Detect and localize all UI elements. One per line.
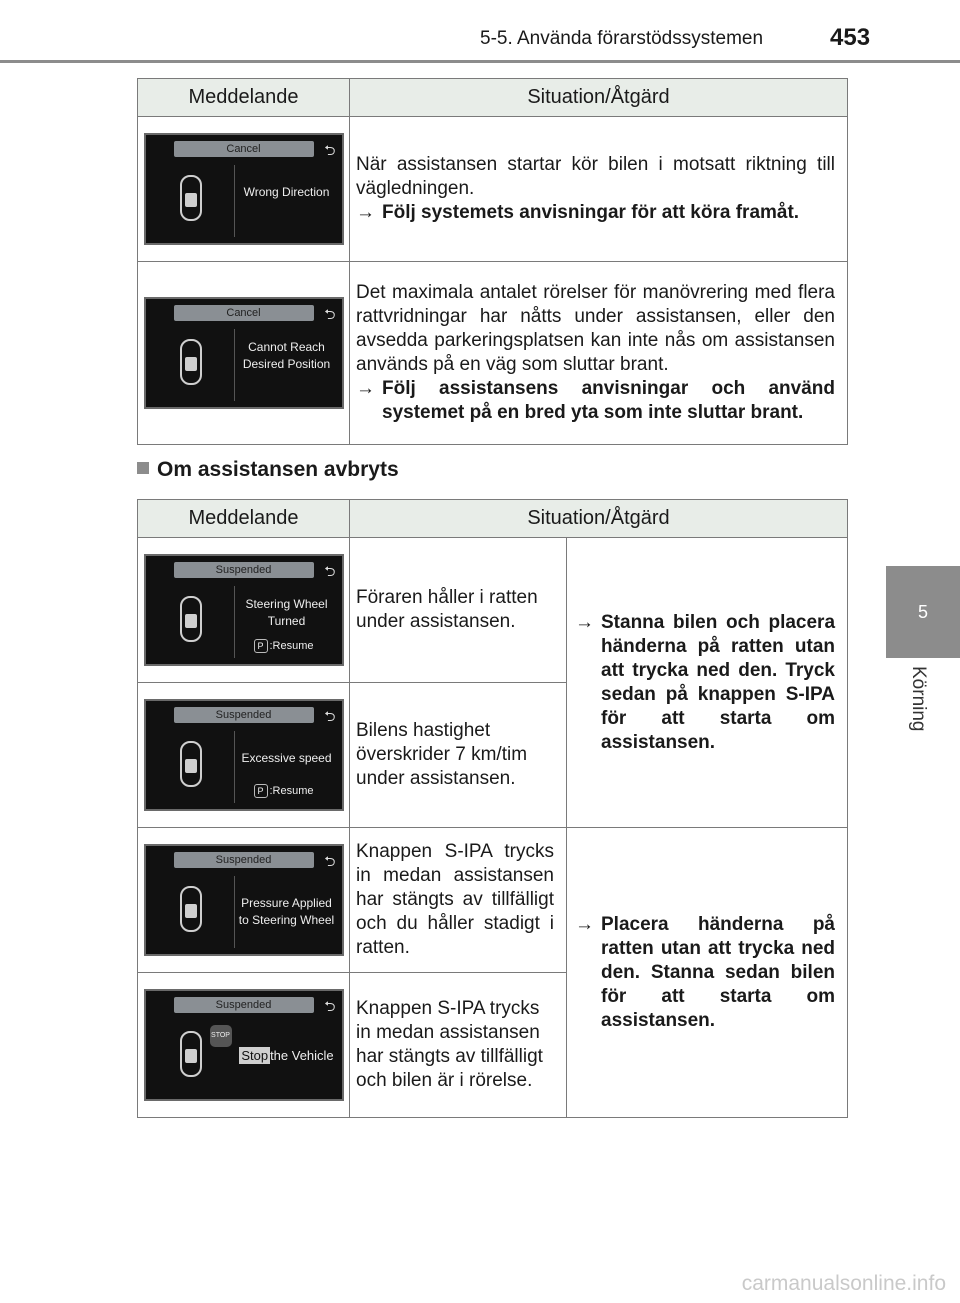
action-line xyxy=(356,201,835,225)
action-line xyxy=(356,377,835,425)
header-rule xyxy=(0,60,960,63)
message-cell xyxy=(138,973,350,1118)
car-icon xyxy=(180,596,202,642)
resume-hint xyxy=(254,779,314,803)
message-cell xyxy=(138,538,350,683)
chapter-tab: 5 xyxy=(886,566,960,658)
screen-status-bar: Suspended xyxy=(174,852,314,868)
parking-button-icon: P xyxy=(254,639,268,653)
message-table-2 xyxy=(137,499,848,1118)
screen-message: Steering Wheel Turned xyxy=(245,597,328,628)
table-row xyxy=(138,262,848,445)
situation-cell xyxy=(350,262,848,445)
column-header-message: Meddelande xyxy=(138,500,350,538)
screen-status-bar: Suspended xyxy=(174,707,314,723)
display-screen xyxy=(144,297,344,409)
action-cell xyxy=(567,538,848,828)
display-screen xyxy=(144,989,344,1101)
screen-message: Cannot Reach Desired Position xyxy=(242,340,331,371)
watermark: carmanualsonline.info xyxy=(741,1272,946,1295)
screen-message: Excessive speed xyxy=(241,750,332,765)
back-icon: ⮌ xyxy=(324,853,336,869)
stop-highlight: Stop xyxy=(241,1047,269,1063)
resume-label: :Resume xyxy=(269,785,314,797)
message-table-1 xyxy=(137,78,848,445)
stop-sign-icon: STOP xyxy=(210,1025,232,1047)
message-cell xyxy=(138,117,350,262)
message-cell xyxy=(138,262,350,445)
column-header-situation: Situation/Åtgärd xyxy=(350,500,848,538)
car-icon xyxy=(180,741,202,787)
action-line xyxy=(575,611,835,755)
square-bullet-icon xyxy=(137,462,149,474)
arrow-icon: → xyxy=(575,611,594,633)
column-header-message: Meddelande xyxy=(138,79,350,117)
car-icon xyxy=(180,175,202,221)
action-text: Följ assistansens anvisningar och använd systemet på en bred yta som inte sluttar brant. xyxy=(382,378,835,423)
screen-divider xyxy=(234,329,235,401)
section-heading-text: Om assistansen avbryts xyxy=(157,458,399,481)
screen-divider xyxy=(234,876,235,948)
message-cell xyxy=(138,828,350,973)
arrow-icon: → xyxy=(356,202,375,223)
situation-cell: Föraren håller i ratten under assistansen. xyxy=(350,538,567,683)
car-icon xyxy=(180,886,202,932)
action-text: Placera händerna på ratten utan att trycka ned den. Stanna sedan bilen för att starta om assistansen. xyxy=(601,913,836,1031)
table-header-row xyxy=(138,79,848,117)
back-icon: ⮌ xyxy=(324,998,336,1014)
screen-status-bar: Cancel xyxy=(174,305,314,321)
display-screen xyxy=(144,699,344,811)
situation-text: Det maximala antalet rörelser för manövrering med flera rattvridningar har nåtts under assistansen, eller den avsedda parkeringsplatsen kan inte nås om assistansen används på en väg som sluttar brant. xyxy=(356,282,835,375)
situation-cell: Knappen S-IPA trycks in medan assistansen har stängts av tillfälligt och bilen är i rörelse. xyxy=(350,973,567,1118)
car-icon xyxy=(180,339,202,385)
action-line xyxy=(575,913,835,1033)
situation-cell xyxy=(350,117,848,262)
screen-status-bar: Suspended xyxy=(174,997,314,1013)
back-icon: ⮌ xyxy=(324,142,336,158)
display-screen xyxy=(144,554,344,666)
header-title: 5-5. Använda förarstödssystemen xyxy=(480,28,764,49)
page-number: 453 xyxy=(830,24,871,51)
table-row xyxy=(138,117,848,262)
display-screen xyxy=(144,844,344,956)
parking-button-icon: P xyxy=(254,784,268,798)
situation-cell: Bilens hastighet överskrider 7 km/tim under assistansen. xyxy=(350,683,567,828)
screen-status-bar: Cancel xyxy=(174,141,314,157)
action-text: Stanna bilen och placera händerna på ratten utan att trycka ned den. Tryck sedan på knappen S-IPA för att starta om assistansen. xyxy=(601,611,836,753)
column-header-situation: Situation/Åtgärd xyxy=(350,79,848,117)
car-icon xyxy=(180,1031,202,1077)
screen-message: Wrong Direction xyxy=(243,184,330,199)
back-icon: ⮌ xyxy=(324,306,336,322)
arrow-icon: → xyxy=(356,378,375,399)
resume-label: :Resume xyxy=(269,640,314,652)
action-text: Följ systemets anvisningar för att köra framåt. xyxy=(382,202,800,223)
screen-message-rest: the Vehicle xyxy=(270,1047,334,1063)
screen-message: Pressure Applied to Steering Wheel xyxy=(238,896,335,927)
screen-divider xyxy=(234,165,235,237)
screen-status-bar: Suspended xyxy=(174,562,314,578)
screen-divider xyxy=(234,586,235,658)
table-row xyxy=(138,828,848,973)
arrow-icon: → xyxy=(575,913,594,935)
section-heading xyxy=(137,458,399,482)
message-cell xyxy=(138,683,350,828)
resume-hint xyxy=(254,634,314,658)
back-icon: ⮌ xyxy=(324,563,336,579)
back-icon: ⮌ xyxy=(324,708,336,724)
display-screen xyxy=(144,133,344,245)
chapter-label: Körning xyxy=(908,666,929,732)
screen-message xyxy=(236,1041,338,1069)
table-row xyxy=(138,538,848,683)
situation-text: När assistansen startar kör bilen i motsatt riktning till vägledningen. xyxy=(356,154,835,199)
situation-cell: Knappen S-IPA trycks in medan assistansen har stängts av tillfälligt och du håller stadigt i ratten. xyxy=(350,828,567,973)
table-header-row xyxy=(138,500,848,538)
screen-divider xyxy=(234,731,235,803)
action-cell xyxy=(567,828,848,1118)
